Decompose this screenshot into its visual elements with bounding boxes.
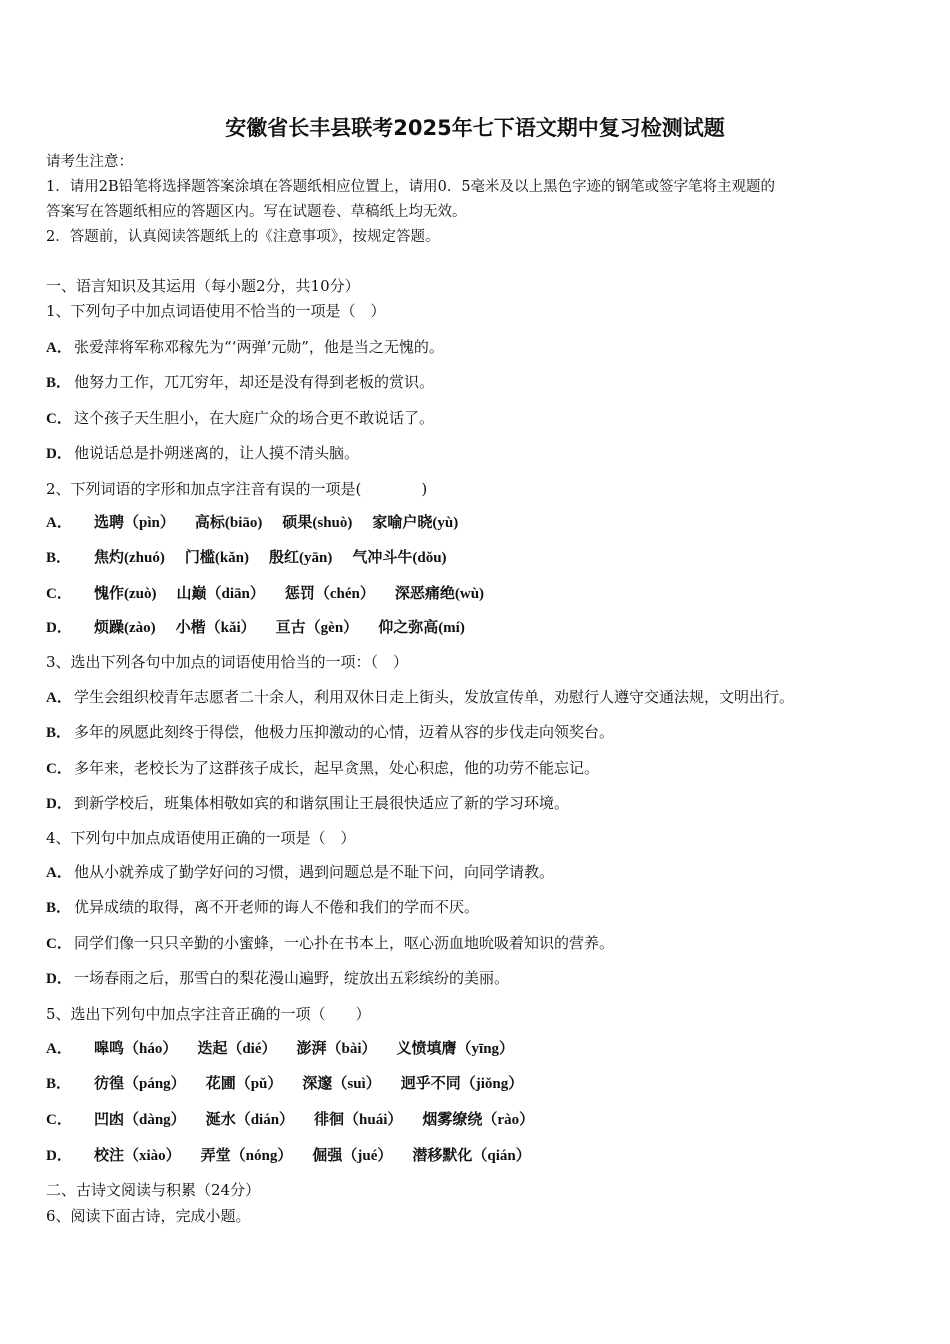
q4-option-c [46, 933, 614, 954]
option-item: 澎湃（bài） [296, 1041, 377, 1057]
page-title: 安徽省长丰县联考2025年七下语文期中复习检测试题 [225, 116, 725, 140]
q2-option-a [46, 512, 458, 533]
option-item: 徘徊（huái） [314, 1112, 403, 1128]
q4-option-d [46, 968, 509, 989]
q3-option-d [46, 793, 569, 814]
q3-option-b [46, 722, 614, 743]
option-text: 一场春雨之后，那雪白的梨花漫山遍野，绽放出五彩缤纷的美丽。 [74, 969, 510, 987]
option-letter: B． [46, 725, 72, 741]
option-item: 花圃（pǔ） [205, 1076, 283, 1092]
option-letter: C． [46, 586, 72, 602]
option-letter: D． [46, 1148, 72, 1164]
option-item: 弄堂（nóng） [200, 1148, 293, 1164]
option-item: 硕果(shuò) [282, 515, 353, 531]
option-letter: A． [46, 340, 72, 356]
option-item: 山巅（diān） [176, 586, 265, 602]
q3-option-a [46, 687, 794, 708]
q1-option-c [46, 408, 434, 429]
q3-option-c [46, 758, 599, 779]
q2-option-c [46, 583, 484, 604]
q5-option-c [46, 1109, 534, 1130]
section-heading-2: 二、古诗文阅读与积累（24分） [46, 1181, 261, 1199]
option-text: 他说话总是扑朔迷离的，让人摸不清头脑。 [74, 444, 360, 462]
option-item: 迥乎不同（jiǒng） [400, 1076, 524, 1092]
section-heading-1: 一、语言知识及其运用（每小题2分，共10分） [46, 277, 360, 295]
option-letter: D． [46, 446, 72, 462]
option-item: 烦躁(zào) [94, 620, 156, 636]
option-letter: C． [46, 761, 72, 777]
q1-option-a [46, 337, 444, 358]
option-letter: C． [46, 411, 72, 427]
option-text: 学生会组织校青年志愿者二十余人，利用双休日走上街头，发放宣传单，劝慰行人遵守交通法规，文明出行。 [74, 688, 795, 706]
option-item: 小楷（kǎi） [175, 620, 256, 636]
q1-option-b [46, 372, 434, 393]
option-letter: D． [46, 620, 72, 636]
option-letter: A． [46, 865, 72, 881]
option-text: 优异成绩的取得，离不开老师的诲人不倦和我们的学而不厌。 [74, 898, 480, 916]
notice-line-1a: 1．请用2B铅笔将选择题答案涂填在答题纸相应位置上，请用0．5毫米及以上黑色字迹的钢笔或签字笔将主观题的 [46, 179, 776, 195]
option-item: 凹凼（dàng） [94, 1112, 186, 1128]
notice-line-1b: 答案写在答题纸相应的答题区内。写在试题卷、草稿纸上均无效。 [46, 204, 467, 220]
option-item: 仰之弥高(mí) [378, 620, 465, 636]
option-text: 多年的夙愿此刻终于得偿，他极力压抑激动的心情，迈着从容的步伐走向领奖台。 [74, 723, 615, 741]
option-item: 气冲斗牛(dǒu) [352, 550, 447, 566]
question-3-stem: 3、选出下列各句中加点的词语使用恰当的一项：（ ） [46, 653, 409, 671]
option-item: 迭起（dié） [197, 1041, 277, 1057]
option-letter: B． [46, 900, 72, 916]
option-item: 选聘（pìn） [94, 515, 175, 531]
q1-option-d [46, 443, 359, 464]
option-letter: A． [46, 1041, 72, 1057]
option-item: 校注（xiào） [94, 1148, 181, 1164]
q2-option-b [46, 547, 447, 568]
option-letter: D． [46, 796, 72, 812]
option-item: 烟雾缭绕（rào） [422, 1112, 535, 1128]
option-item: 焦灼(zhuó) [94, 550, 165, 566]
q5-option-b [46, 1073, 523, 1094]
question-6-stem: 6、阅读下面古诗，完成小题。 [46, 1207, 251, 1225]
q4-option-b [46, 897, 479, 918]
option-text: 这个孩子天生胆小，在大庭广众的场合更不敢说话了。 [74, 409, 435, 427]
option-item: 倔强（jué） [312, 1148, 393, 1164]
question-1-stem: 1、下列句子中加点词语使用不恰当的一项是（ ） [46, 302, 386, 320]
option-item: 义愤填膺（yīng） [396, 1041, 515, 1057]
option-text: 他从小就养成了勤学好问的习惯，遇到问题总是不耻下问，向同学请教。 [74, 863, 555, 881]
question-5-stem: 5、选出下列句中加点字注音正确的一项（ ） [46, 1005, 371, 1023]
option-letter: C． [46, 936, 72, 952]
option-item: 家喻户晓(yù) [372, 515, 459, 531]
option-letter: B． [46, 1076, 72, 1092]
option-text: 到新学校后，班集体相敬如宾的和谐氛围让王晨很快适应了新的学习环境。 [74, 794, 570, 812]
option-text: 同学们像一只只辛勤的小蜜蜂，一心扑在书本上，呕心沥血地吮吸着知识的营养。 [74, 934, 615, 952]
option-item: 门槛(kǎn) [184, 550, 250, 566]
option-item: 嗥鸣（háo） [94, 1041, 178, 1057]
option-text: 张爱萍将军称邓稼先为“‘两弹’元勋”，他是当之无愧的。 [74, 338, 444, 356]
option-letter: C． [46, 1112, 72, 1128]
q5-option-a [46, 1038, 514, 1059]
q5-option-d [46, 1145, 531, 1166]
option-item: 潜移默化（qián） [412, 1148, 531, 1164]
q4-option-a [46, 862, 554, 883]
question-2-stem: 2、下列词语的字形和加点字注音有误的一项是( ) [46, 480, 428, 498]
option-letter: D． [46, 971, 72, 987]
option-text: 多年来，老校长为了这群孩子成长，起早贪黑，处心积虑，他的功劳不能忘记。 [74, 759, 600, 777]
option-text: 他努力工作，兀兀穷年，却还是没有得到老板的赏识。 [74, 373, 435, 391]
option-item: 愧作(zuò) [94, 586, 157, 602]
option-letter: B． [46, 375, 72, 391]
option-item: 惩罚（chén） [284, 586, 375, 602]
option-item: 殷红(yān) [269, 550, 333, 566]
q2-option-d [46, 617, 465, 638]
option-letter: A． [46, 515, 72, 531]
notice-heading: 请考生注意： [46, 154, 133, 170]
option-item: 涎水（dián） [205, 1112, 295, 1128]
option-item: 深恶痛绝(wù) [394, 586, 485, 602]
option-item: 深邃（suì） [302, 1076, 381, 1092]
option-letter: B． [46, 550, 72, 566]
option-item: 彷徨（páng） [94, 1076, 186, 1092]
option-item: 高标(biāo) [194, 515, 263, 531]
option-item: 亘古（gèn） [275, 620, 359, 636]
option-letter: A． [46, 690, 72, 706]
notice-line-2: 2．答题前，认真阅读答题纸上的《注意事项》，按规定答题。 [46, 229, 440, 245]
question-4-stem: 4、下列句中加点成语使用正确的一项是（ ） [46, 829, 356, 847]
